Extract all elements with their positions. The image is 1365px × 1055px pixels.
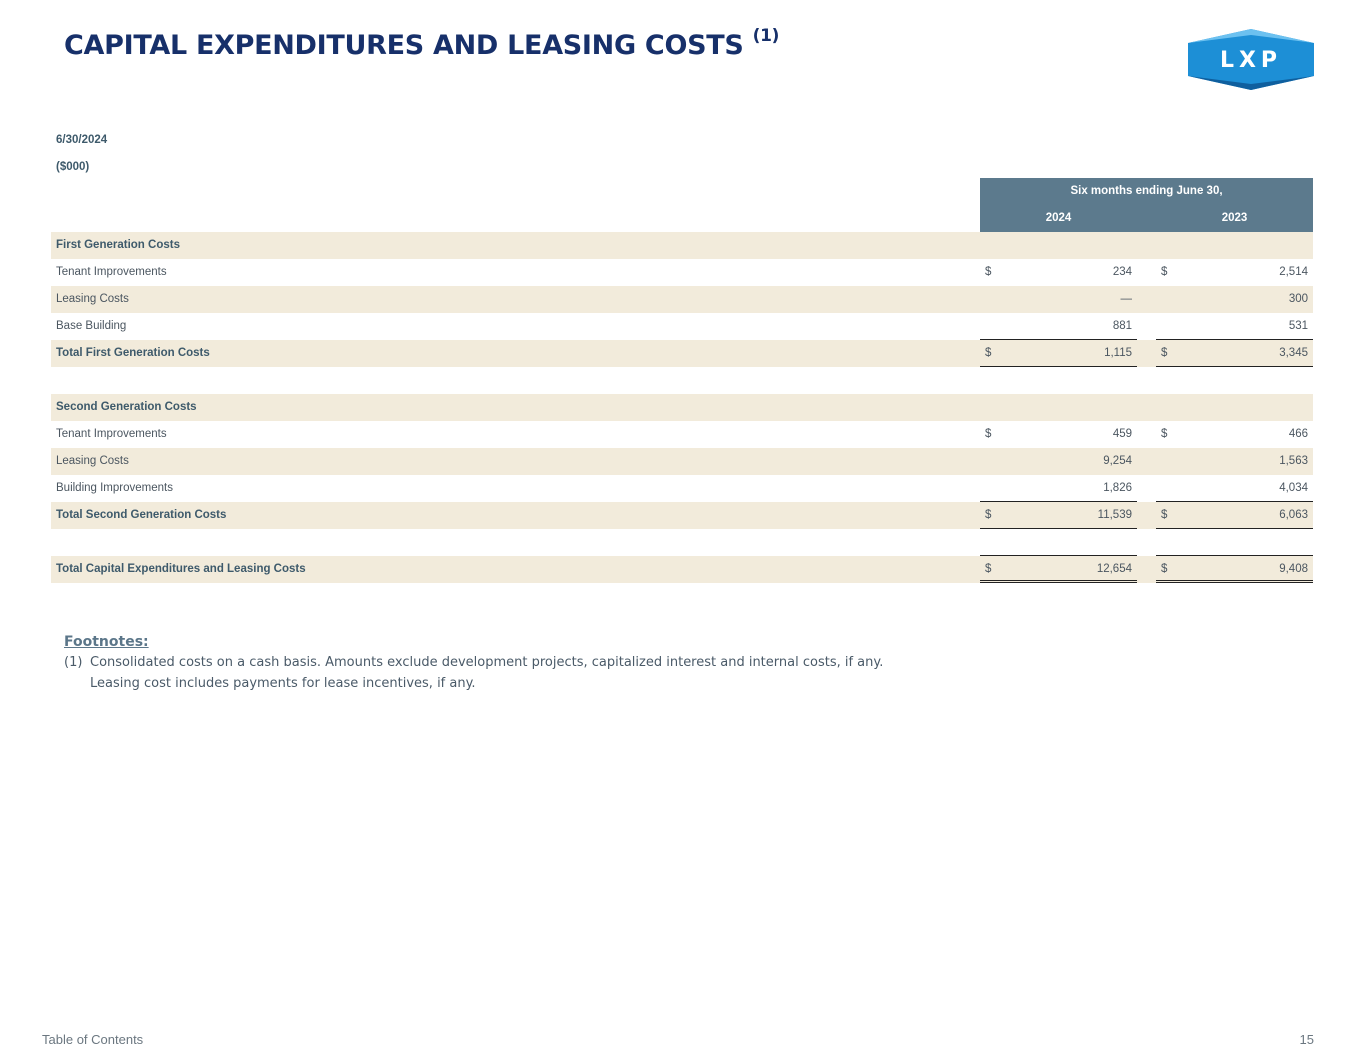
section-heading-label: Second Generation Costs — [56, 401, 197, 413]
value-2023: 300 — [1288, 293, 1308, 305]
value-2024: 459 — [1112, 428, 1132, 440]
footnote-number: (1) — [64, 655, 83, 670]
footnote-text-line1: Consolidated costs on a cash basis. Amounts exclude development projects, capitalized interest and internal costs, if any. — [90, 655, 884, 670]
capex-table — [51, 178, 1313, 583]
dollar-sign: $ — [1161, 563, 1168, 575]
page-title — [64, 26, 780, 61]
total-label: Total Second Generation Costs — [56, 509, 227, 521]
dollar-sign: $ — [1161, 428, 1168, 440]
table-row — [51, 313, 1313, 340]
table-row — [51, 475, 1313, 502]
footnote-item — [64, 652, 883, 694]
footnotes — [64, 634, 883, 694]
value-2024: 1,115 — [1104, 347, 1132, 359]
year-2024-header: 2024 — [1045, 212, 1072, 224]
separator-line — [1156, 529, 1313, 556]
total-row-first-gen — [51, 340, 1313, 367]
row-label: Leasing Costs — [56, 455, 129, 467]
value-2024: 12,654 — [1096, 563, 1132, 575]
row-label: Building Improvements — [56, 482, 173, 494]
section-heading-second-gen — [51, 394, 1313, 421]
grand-total-label: Total Capital Expenditures and Leasing Costs — [56, 563, 306, 575]
table-row — [51, 448, 1313, 475]
row-label: Tenant Improvements — [56, 428, 167, 440]
title-footnote-ref: (1) — [752, 26, 780, 46]
value-2023: 2,514 — [1279, 266, 1308, 278]
value-2024: 9,254 — [1103, 455, 1132, 467]
page-title-text: CAPITAL EXPENDITURES AND LEASING COSTS — [64, 30, 744, 61]
row-label: Base Building — [56, 320, 127, 332]
value-2023: 9,408 — [1279, 563, 1308, 575]
grand-total-row — [51, 556, 1313, 583]
period-header: Six months ending June 30, — [980, 178, 1313, 205]
table-row — [51, 421, 1313, 448]
value-2023: 3,345 — [1279, 347, 1308, 359]
row-label: Tenant Improvements — [56, 266, 167, 278]
dollar-sign: $ — [1161, 347, 1168, 359]
units-label: ($000) — [56, 161, 90, 173]
value-2024: 234 — [1112, 266, 1132, 278]
lxp-logo — [1188, 29, 1314, 90]
year-header-band — [980, 205, 1313, 232]
row-label: Leasing Costs — [56, 293, 129, 305]
table-of-contents-link[interactable]: Table of Contents — [42, 1032, 144, 1047]
dollar-sign: $ — [985, 266, 992, 278]
value-2023: 531 — [1288, 320, 1308, 332]
dollar-sign: $ — [1161, 509, 1168, 521]
spacer-row — [51, 529, 1313, 556]
value-2024: 11,539 — [1097, 509, 1132, 521]
value-2023: 466 — [1288, 428, 1308, 440]
value-2024: 1,826 — [1103, 482, 1132, 494]
logo-text: LXP — [1219, 48, 1283, 73]
value-2024: — — [1120, 293, 1132, 305]
page-number: 15 — [1299, 1032, 1314, 1047]
value-2023: 1,563 — [1279, 455, 1308, 467]
dollar-sign: $ — [985, 509, 992, 521]
section-heading-label: First Generation Costs — [56, 239, 180, 251]
table-header-row — [51, 178, 1313, 205]
section-heading-first-gen — [51, 232, 1313, 259]
footnotes-title: Footnotes: — [64, 634, 149, 650]
dollar-sign: $ — [985, 428, 992, 440]
table-row — [51, 286, 1313, 313]
value-2024: 881 — [1112, 320, 1132, 332]
footnote-text-line2: Leasing cost includes payments for lease incentives, if any. — [90, 676, 476, 691]
table-row — [51, 259, 1313, 286]
dollar-sign: $ — [985, 347, 992, 359]
total-row-second-gen — [51, 502, 1313, 529]
value-2023: 6,063 — [1279, 509, 1308, 521]
value-2023: 4,034 — [1279, 482, 1308, 494]
year-2023-header: 2023 — [1221, 212, 1248, 224]
spacer-row — [51, 367, 1313, 394]
separator-line — [980, 529, 1137, 556]
report-date: 6/30/2024 — [56, 134, 108, 146]
dollar-sign: $ — [1161, 266, 1168, 278]
table-year-row — [51, 205, 1313, 232]
total-label: Total First Generation Costs — [56, 347, 210, 359]
dollar-sign: $ — [985, 563, 992, 575]
